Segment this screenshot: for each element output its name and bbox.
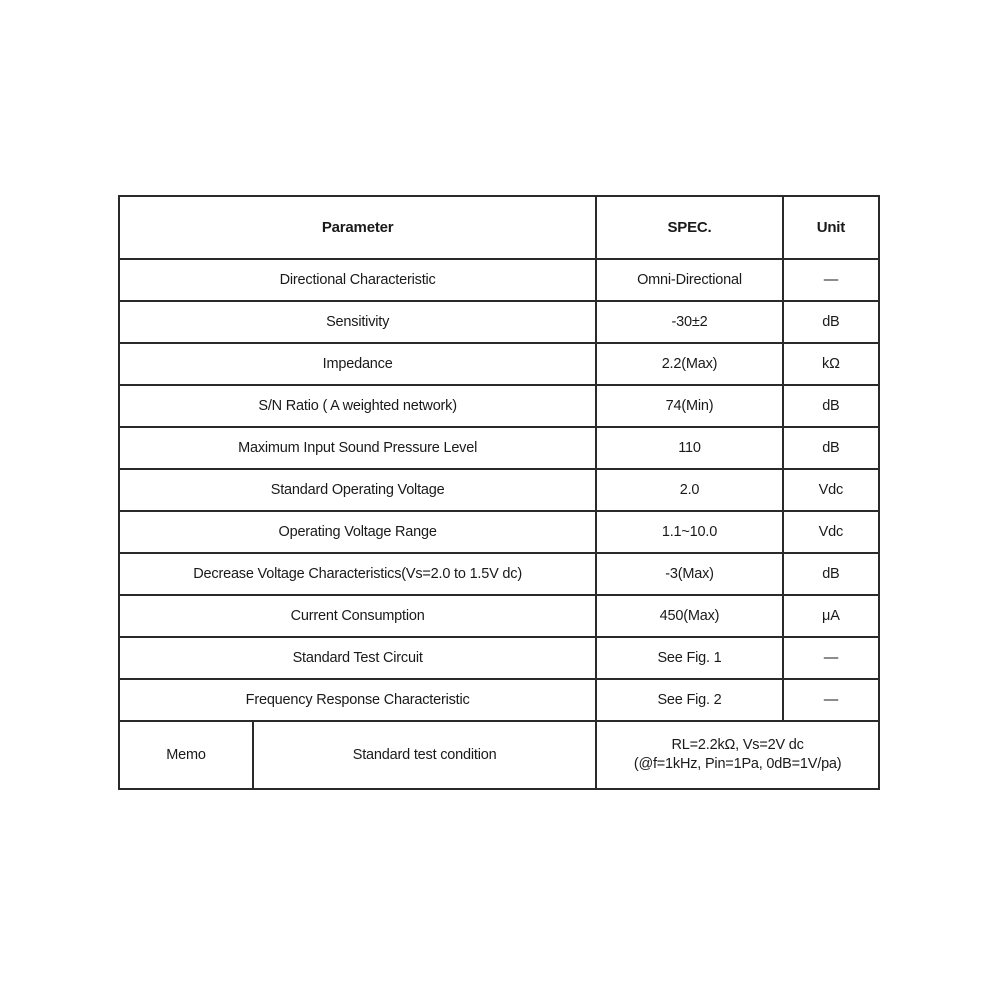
unit-cell: dB [783, 385, 879, 427]
parameter-cell: Maximum Input Sound Pressure Level [119, 427, 596, 469]
parameter-cell: Impedance [119, 343, 596, 385]
unit-cell: — [783, 637, 879, 679]
table-row [119, 469, 879, 511]
unit-cell: dB [783, 301, 879, 343]
spec-cell: 74(Min) [596, 385, 782, 427]
spec-cell: 450(Max) [596, 595, 782, 637]
spec-cell: See Fig. 2 [596, 679, 782, 721]
table-row [119, 427, 879, 469]
unit-cell: μA [783, 595, 879, 637]
spec-cell: 1.1~10.0 [596, 511, 782, 553]
spec-table [118, 195, 880, 790]
unit-cell: dB [783, 553, 879, 595]
parameter-cell: Sensitivity [119, 301, 596, 343]
memo-spec-cell [596, 721, 879, 789]
spec-cell: Omni-Directional [596, 259, 782, 301]
table-row [119, 553, 879, 595]
spec-cell: See Fig. 1 [596, 637, 782, 679]
parameter-cell: Current Consumption [119, 595, 596, 637]
header-spec: SPEC. [596, 196, 782, 259]
table-row [119, 259, 879, 301]
table-header-row [119, 196, 879, 259]
table-row [119, 595, 879, 637]
parameter-cell: Operating Voltage Range [119, 511, 596, 553]
table-row [119, 343, 879, 385]
parameter-cell: Directional Characteristic [119, 259, 596, 301]
parameter-cell: S/N Ratio ( A weighted network) [119, 385, 596, 427]
spec-sheet [118, 195, 880, 790]
memo-spec-line1: RL=2.2kΩ, Vs=2V dc [671, 737, 804, 753]
table-row [119, 679, 879, 721]
parameter-cell: Decrease Voltage Characteristics(Vs=2.0 to 1.5V dc) [119, 553, 596, 595]
unit-cell: — [783, 259, 879, 301]
unit-cell: Vdc [783, 511, 879, 553]
header-unit: Unit [783, 196, 879, 259]
spec-cell: 2.0 [596, 469, 782, 511]
spec-cell: 2.2(Max) [596, 343, 782, 385]
table-row [119, 637, 879, 679]
table-row [119, 385, 879, 427]
spec-cell: -30±2 [596, 301, 782, 343]
spec-cell: -3(Max) [596, 553, 782, 595]
memo-spec-line2: (@f=1kHz, Pin=1Pa, 0dB=1V/pa) [633, 756, 842, 772]
parameter-cell: Standard Test Circuit [119, 637, 596, 679]
memo-row [119, 721, 879, 789]
memo-left-cell [119, 721, 596, 789]
table-row [119, 511, 879, 553]
unit-cell: — [783, 679, 879, 721]
memo-condition: Standard test condition [352, 747, 497, 763]
unit-cell: kΩ [783, 343, 879, 385]
header-parameter: Parameter [119, 196, 596, 259]
unit-cell: Vdc [783, 469, 879, 511]
spec-cell: 110 [596, 427, 782, 469]
parameter-cell: Frequency Response Characteristic [119, 679, 596, 721]
memo-label: Memo [120, 722, 254, 788]
table-row [119, 301, 879, 343]
parameter-cell: Standard Operating Voltage [119, 469, 596, 511]
unit-cell: dB [783, 427, 879, 469]
